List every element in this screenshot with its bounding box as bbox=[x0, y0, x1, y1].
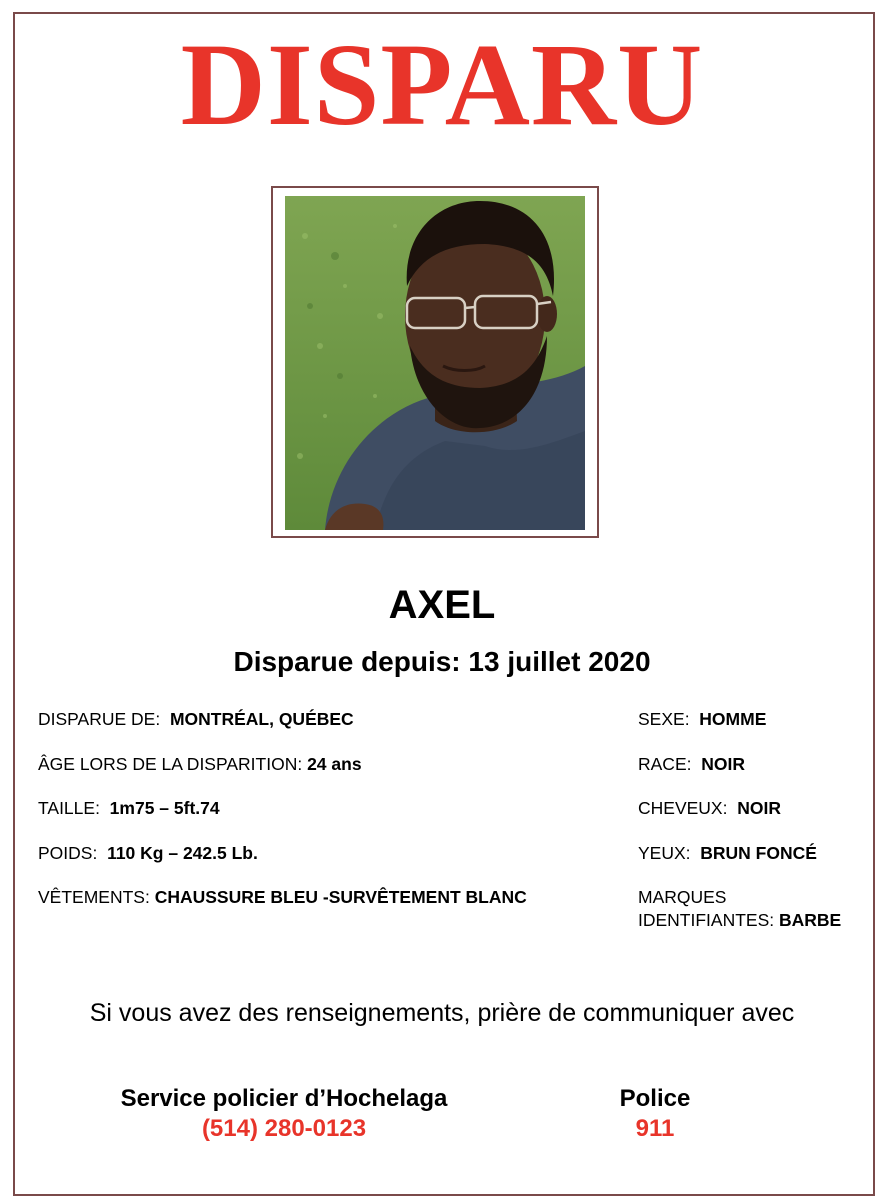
detail-height bbox=[38, 797, 220, 819]
detail-value: NOIR bbox=[737, 798, 781, 818]
detail-label: DISPARUE DE: bbox=[38, 709, 161, 729]
detail-clothing bbox=[38, 886, 527, 908]
photo-frame bbox=[271, 186, 599, 538]
detail-label: RACE: bbox=[638, 754, 692, 774]
detail-value: 110 Kg – 242.5 Lb. bbox=[107, 843, 258, 863]
detail-label: SEXE: bbox=[638, 709, 690, 729]
detail-race bbox=[638, 753, 745, 775]
person-name: AXEL bbox=[388, 583, 496, 627]
detail-value: BRUN FONCÉ bbox=[700, 843, 817, 863]
detail-weight bbox=[38, 842, 258, 864]
detail-age bbox=[38, 753, 362, 775]
detail-hair bbox=[638, 797, 781, 819]
detail-sex bbox=[638, 708, 766, 730]
detail-value: NOIR bbox=[701, 754, 745, 774]
detail-value: BARBE bbox=[779, 910, 842, 930]
detail-value: 1m75 – 5ft.74 bbox=[109, 798, 220, 818]
detail-label: ÂGE LORS DE LA DISPARITION: bbox=[38, 754, 303, 774]
detail-label: VÊTEMENTS: bbox=[38, 887, 150, 907]
contact-agency-police: Police bbox=[619, 1085, 691, 1112]
detail-value: CHAUSSURE BLEU -SURVÊTEMENT BLANC bbox=[154, 887, 527, 907]
detail-marks-line1 bbox=[638, 886, 726, 908]
detail-value: HOMME bbox=[699, 709, 767, 729]
detail-marks-line2 bbox=[638, 909, 841, 931]
detail-label: POIDS: bbox=[38, 843, 98, 863]
detail-label: IDENTIFIANTES: bbox=[638, 910, 775, 930]
poster-title: DISPARU bbox=[180, 19, 704, 150]
detail-eyes bbox=[638, 842, 817, 864]
detail-label: YEUX: bbox=[638, 843, 691, 863]
missing-since: Disparue depuis: 13 juillet 2020 bbox=[233, 646, 651, 677]
contact-phone-police: 911 bbox=[635, 1115, 675, 1142]
detail-label: CHEVEUX: bbox=[638, 798, 728, 818]
detail-value: 24 ans bbox=[307, 754, 362, 774]
contact-instructions: Si vous avez des renseignements, prière de communiquer avec bbox=[89, 999, 795, 1027]
detail-label: MARQUES bbox=[638, 887, 727, 907]
detail-label: TAILLE: bbox=[38, 798, 100, 818]
contact-phone-hochelaga: (514) 280-0123 bbox=[201, 1115, 367, 1142]
detail-missing-from bbox=[38, 708, 354, 730]
detail-value: MONTRÉAL, QUÉBEC bbox=[169, 709, 354, 729]
missing-person-photo bbox=[285, 196, 585, 530]
contact-agency-hochelaga: Service policier d’Hochelaga bbox=[120, 1085, 448, 1112]
